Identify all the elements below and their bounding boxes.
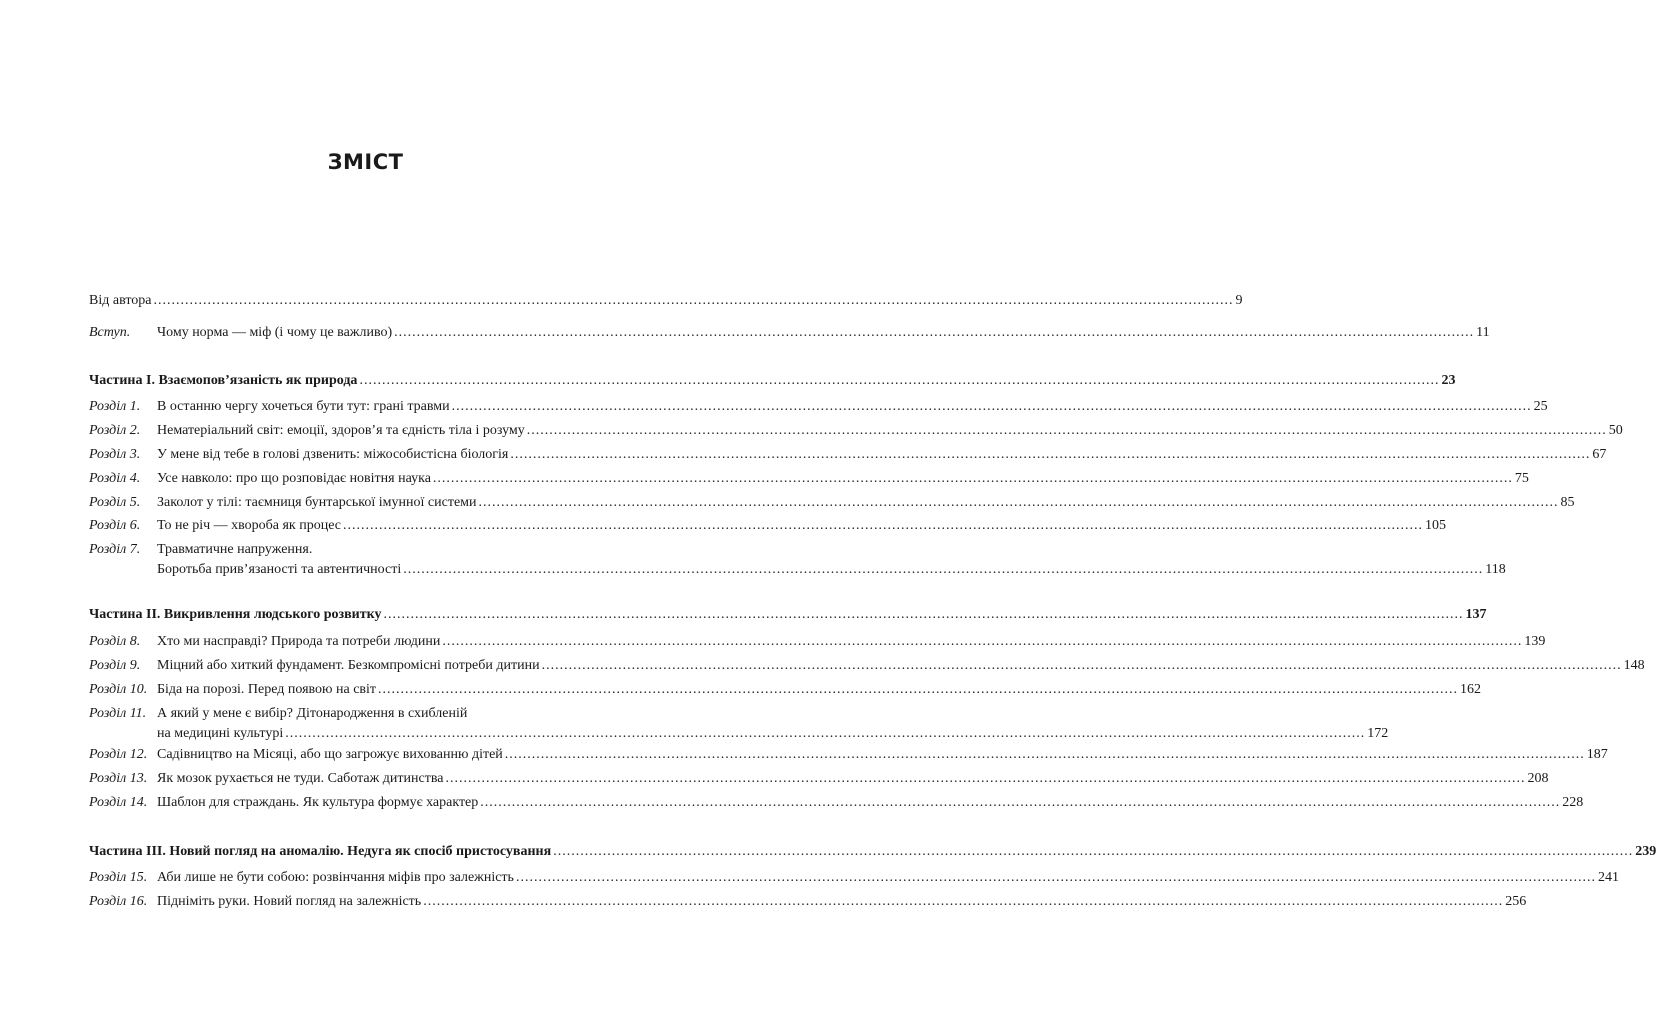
toc-entry: [89, 745, 1608, 765]
toc-page-number: 75: [1514, 471, 1529, 486]
toc-page-number: 25: [1533, 399, 1548, 414]
toc-entry: [89, 632, 1546, 652]
toc-page-number: 85: [1560, 495, 1575, 510]
toc-page-number: 208: [1527, 771, 1549, 786]
toc-entry-title-continued: на медицині культурі: [157, 726, 284, 741]
toc-dot-leader: [384, 605, 1464, 625]
toc-entry-title: Травматичне напруження.: [157, 542, 313, 557]
toc-page-number: 187: [1586, 747, 1608, 762]
toc-entry-label: Розділ 16.: [89, 894, 148, 909]
page-title: ЗМІСТ: [327, 150, 404, 174]
toc-entry-title: Заколот у тілі: таємниця бунтарської імунної системи: [157, 495, 477, 510]
toc-entry: [89, 397, 1548, 417]
toc-entry-title: Як мозок рухається не туди. Саботаж дитинства: [157, 771, 444, 786]
toc-entry-label: Розділ 8.: [89, 634, 141, 649]
toc-entry: [89, 680, 1482, 700]
toc-page-number: 67: [1592, 447, 1607, 462]
toc-entry-title: Міцний або хиткий фундамент. Безкомпромісні потреби дитини: [157, 658, 540, 673]
toc-entry-label: Розділ 2.: [89, 423, 141, 438]
toc-dot-leader: [394, 323, 1474, 343]
toc-dot-leader: [479, 493, 1559, 513]
toc-dot-leader: [153, 291, 1233, 311]
toc-part-entry: [89, 371, 1456, 391]
toc-page-number: 118: [1485, 562, 1506, 577]
toc-page-number: 241: [1597, 870, 1619, 885]
toc-entry-label: Розділ 14.: [89, 795, 148, 810]
toc-entry: [89, 656, 1645, 676]
toc-entry: [89, 516, 1446, 536]
toc-entry-title-continued: Боротьба прив’язаності та автентичності: [157, 562, 402, 577]
toc-dot-leader: [516, 868, 1596, 888]
toc-page-number: 148: [1623, 658, 1645, 673]
toc-page-number: 239: [1635, 844, 1656, 859]
toc-entry-title: Чому норма — міф (і чому це важливо): [157, 325, 393, 340]
toc-page-number: 23: [1441, 373, 1456, 388]
toc-indent: [89, 724, 157, 744]
toc-indent: [89, 560, 157, 580]
toc-entry-label: Розділ 12.: [89, 747, 148, 762]
toc-entry-title: Частина І. Взаємопов’язаність як природа: [89, 373, 358, 388]
toc-entry-title: Від автора: [89, 293, 152, 308]
toc-part-entry: [89, 842, 1656, 862]
toc-entry-title: Нематеріальний світ: емоції, здоров’я та єдність тіла і розуму: [157, 423, 525, 438]
toc-entry-title: Хто ми насправді? Природа та потреби людини: [157, 634, 441, 649]
toc-entry-title: У мене від тебе в голові дзвенить: міжособистісна біологія: [157, 447, 509, 462]
toc-page-number: 172: [1367, 726, 1389, 741]
toc-entry-title: Усе навколо: про що розповідає новітня наука: [157, 471, 431, 486]
toc-entry: [89, 493, 1575, 513]
toc-entry-label: Розділ 6.: [89, 518, 141, 533]
toc-dot-leader: [542, 656, 1622, 676]
toc-page-number: 9: [1235, 293, 1243, 308]
toc-part-entry: [89, 605, 1487, 625]
toc-entry: [89, 704, 1389, 744]
toc-entry-title: Частина ІІ. Викривлення людського розвитку: [89, 607, 382, 622]
toc-entry: [89, 540, 1506, 580]
toc-dot-leader: [285, 724, 1365, 744]
toc-entry: [89, 769, 1549, 789]
toc-dot-leader: [343, 516, 1423, 536]
toc-page-number: 137: [1465, 607, 1487, 622]
toc-dot-leader: [553, 842, 1633, 862]
toc-entry-title: А який у мене є вибір? Дітонародження в схибленій: [157, 706, 468, 721]
toc-entry-label: Розділ 11.: [89, 706, 147, 721]
toc-entry-label: Розділ 7.: [89, 542, 141, 557]
toc-entry-title: То не річ — хвороба як процес: [157, 518, 341, 533]
toc-entry-title: Аби лише не бути собою: розвінчання міфів про залежність: [157, 870, 514, 885]
toc-entry: [89, 445, 1607, 465]
toc-entry-label: Розділ 4.: [89, 471, 141, 486]
toc-entry-title: Підніміть руки. Новий погляд на залежність: [157, 894, 422, 909]
toc-dot-leader: [446, 769, 1526, 789]
toc-page-number: 162: [1460, 682, 1482, 697]
toc-dot-leader: [378, 680, 1458, 700]
toc-dot-leader: [527, 421, 1607, 441]
toc-entry: [89, 868, 1619, 888]
toc-entry-title: Шаблон для страждань. Як культура формує характер: [157, 795, 479, 810]
toc-entry-label: Розділ 3.: [89, 447, 141, 462]
toc-dot-leader: [359, 371, 1439, 391]
toc-entry-label: Вступ.: [89, 325, 131, 340]
toc-page-number: 139: [1524, 634, 1546, 649]
toc-entry-label: Розділ 13.: [89, 771, 148, 786]
toc-page-number: 50: [1608, 423, 1623, 438]
toc-dot-leader: [510, 445, 1590, 465]
toc-entry-title: Біда на порозі. Перед появою на світ: [157, 682, 377, 697]
toc-dot-leader: [505, 745, 1585, 765]
toc-dot-leader: [433, 469, 1513, 489]
toc-dot-leader: [480, 793, 1560, 813]
toc-dot-leader: [442, 632, 1522, 652]
toc-entry: [89, 421, 1623, 441]
toc-entry: [89, 323, 1490, 343]
toc-dot-leader: [423, 892, 1503, 912]
toc-entry-label: Розділ 9.: [89, 658, 141, 673]
toc-entry: [89, 469, 1529, 489]
toc-page-number: 105: [1425, 518, 1446, 533]
toc-dot-leader: [452, 397, 1532, 417]
toc-entry-label: Розділ 5.: [89, 495, 141, 510]
toc-page-number: 228: [1562, 795, 1584, 810]
toc-entry-title: Садівництво на Місяці, або що загрожує вихованню дітей: [157, 747, 503, 762]
toc-entry-title: Частина ІІІ. Новий погляд на аномалію. Недуга як спосіб пристосування: [89, 844, 552, 859]
toc-page-number: 11: [1476, 325, 1490, 340]
toc-entry-title: В останню чергу хочеться бути тут: грані травми: [157, 399, 450, 414]
toc-dot-leader: [403, 560, 1483, 580]
toc-entry: [89, 793, 1584, 813]
toc-page-number: 256: [1505, 894, 1527, 909]
toc-entry: [89, 291, 1243, 311]
toc-entry: [89, 892, 1527, 912]
toc-entry-label: Розділ 15.: [89, 870, 148, 885]
toc-entry-label: Розділ 10.: [89, 682, 148, 697]
toc-entry-label: Розділ 1.: [89, 399, 141, 414]
